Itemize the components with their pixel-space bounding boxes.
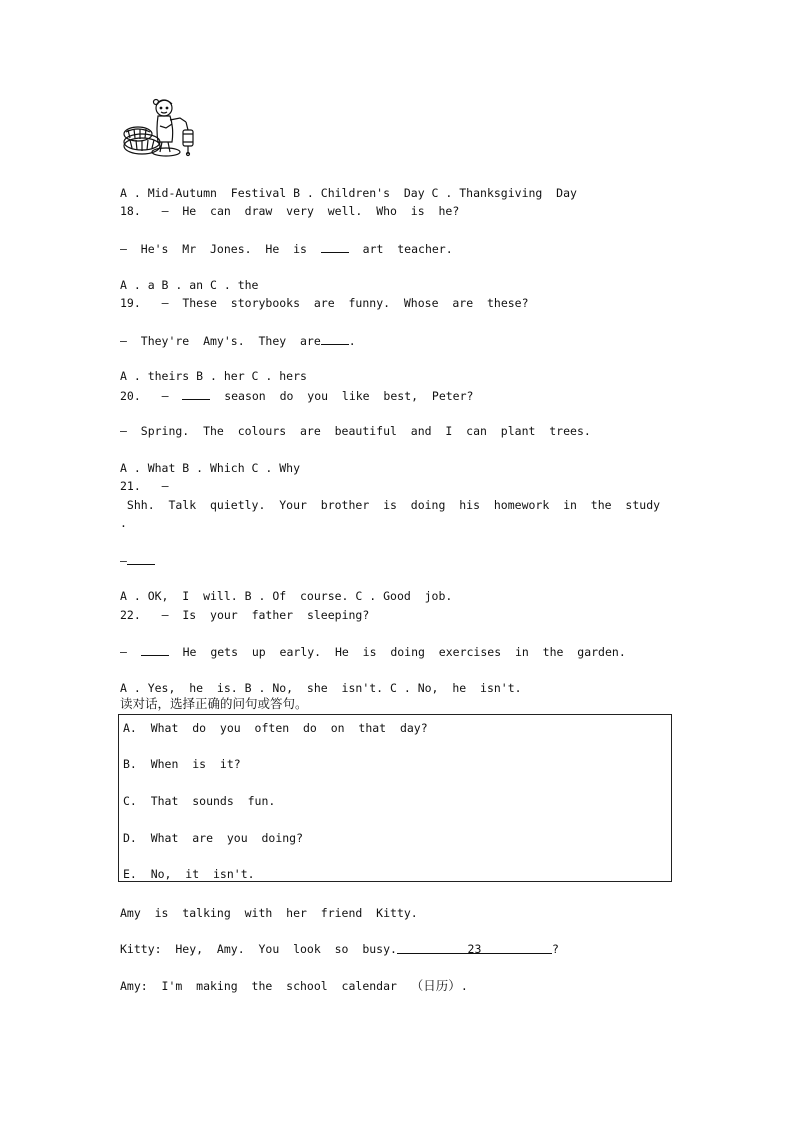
q19-answer-blank: [321, 333, 349, 345]
amy-line-end: .: [460, 979, 468, 993]
kitty-line-start: Kitty: Hey, Amy. You look so busy.: [120, 942, 397, 956]
q19-question-line: [120, 296, 529, 310]
q20-question-blank: [182, 388, 210, 400]
amy-line-cjk: （日历）: [410, 978, 461, 993]
q21-question-period: .: [120, 516, 127, 530]
q21-number: 21.: [120, 479, 141, 493]
q20-question-line: [120, 388, 473, 403]
q22-answer-blank: [141, 644, 169, 656]
q22-number: 22.: [120, 608, 141, 622]
q20-question-end: season do you like best, Peter?: [210, 389, 474, 403]
q18-answer-start: — He's Mr Jones. He is: [120, 242, 321, 256]
q18-number: 18.: [120, 204, 141, 218]
q17-options: A . Mid-Autumn Festival B . Children's Day C . Thanksgiving Day: [120, 186, 577, 200]
q19-answer-line: [120, 333, 356, 348]
box-option-d: D. What are you doing?: [123, 831, 304, 845]
q18-answer-blank: [321, 241, 349, 253]
q20-answer: — Spring. The colours are beautiful and I can plant trees.: [120, 424, 591, 438]
q20-question-start: —: [161, 389, 183, 403]
dialogue-intro: Amy is talking with her friend Kitty.: [120, 906, 418, 920]
q21-answer-blank: [127, 553, 155, 565]
q21-answer-dash: —: [120, 554, 127, 568]
q21-question-line: [120, 479, 169, 493]
q21-options: A . OK, I will. B . Of course. C . Good job.: [120, 589, 453, 603]
amy-line-start: Amy: I'm making the school calendar: [120, 979, 411, 993]
section-instruction: 读对话，选择正确的问句或答句。: [120, 696, 308, 711]
box-option-b: B. When is it?: [123, 757, 241, 771]
q19-answer-end: .: [348, 334, 356, 348]
q22-answer-line: [120, 644, 626, 659]
blank-23: [397, 942, 552, 954]
answer-options-box: [118, 714, 672, 882]
q19-number: 19.: [120, 296, 141, 310]
q21-dash: —: [161, 479, 169, 493]
dialogue-kitty-line: [120, 942, 559, 956]
blank-23-number: 23: [467, 942, 482, 956]
mooncake-lantern-illustration: [122, 96, 198, 160]
q22-answer-start: —: [120, 645, 141, 659]
q21-question: Shh. Talk quietly. Your brother is doing his homework in the study: [120, 498, 661, 512]
q18-options: A . a B . an C . the: [120, 278, 259, 292]
q18-question: — He can draw very well. Who is he?: [161, 204, 460, 218]
q19-answer-start: — They're Amy's. They are: [120, 334, 321, 348]
q20-options: A . What B . Which C . Why: [120, 461, 301, 475]
dialogue-amy-line: [120, 979, 468, 993]
q19-options: A . theirs B . her C . hers: [120, 369, 307, 383]
box-option-e: E. No, it isn't.: [123, 867, 255, 881]
q21-answer-line: [120, 553, 155, 568]
q18-answer-end: art teacher.: [348, 242, 453, 256]
q22-options: A . Yes, he is. B . No, she isn't. C . No, he isn't.: [120, 681, 522, 695]
box-option-c: C. That sounds fun.: [123, 794, 276, 808]
q22-question: — Is your father sleeping?: [161, 608, 370, 622]
q18-question-line: [120, 204, 459, 218]
q19-question: — These storybooks are funny. Whose are these?: [161, 296, 529, 310]
q22-answer-end: He gets up early. He is doing exercises in the garden.: [168, 645, 626, 659]
q20-number: 20.: [120, 389, 141, 403]
kitty-line-end: ?: [551, 942, 559, 956]
q22-question-line: [120, 608, 369, 622]
q18-answer-line: [120, 241, 453, 256]
box-option-a: A. What do you often do on that day?: [123, 721, 428, 735]
